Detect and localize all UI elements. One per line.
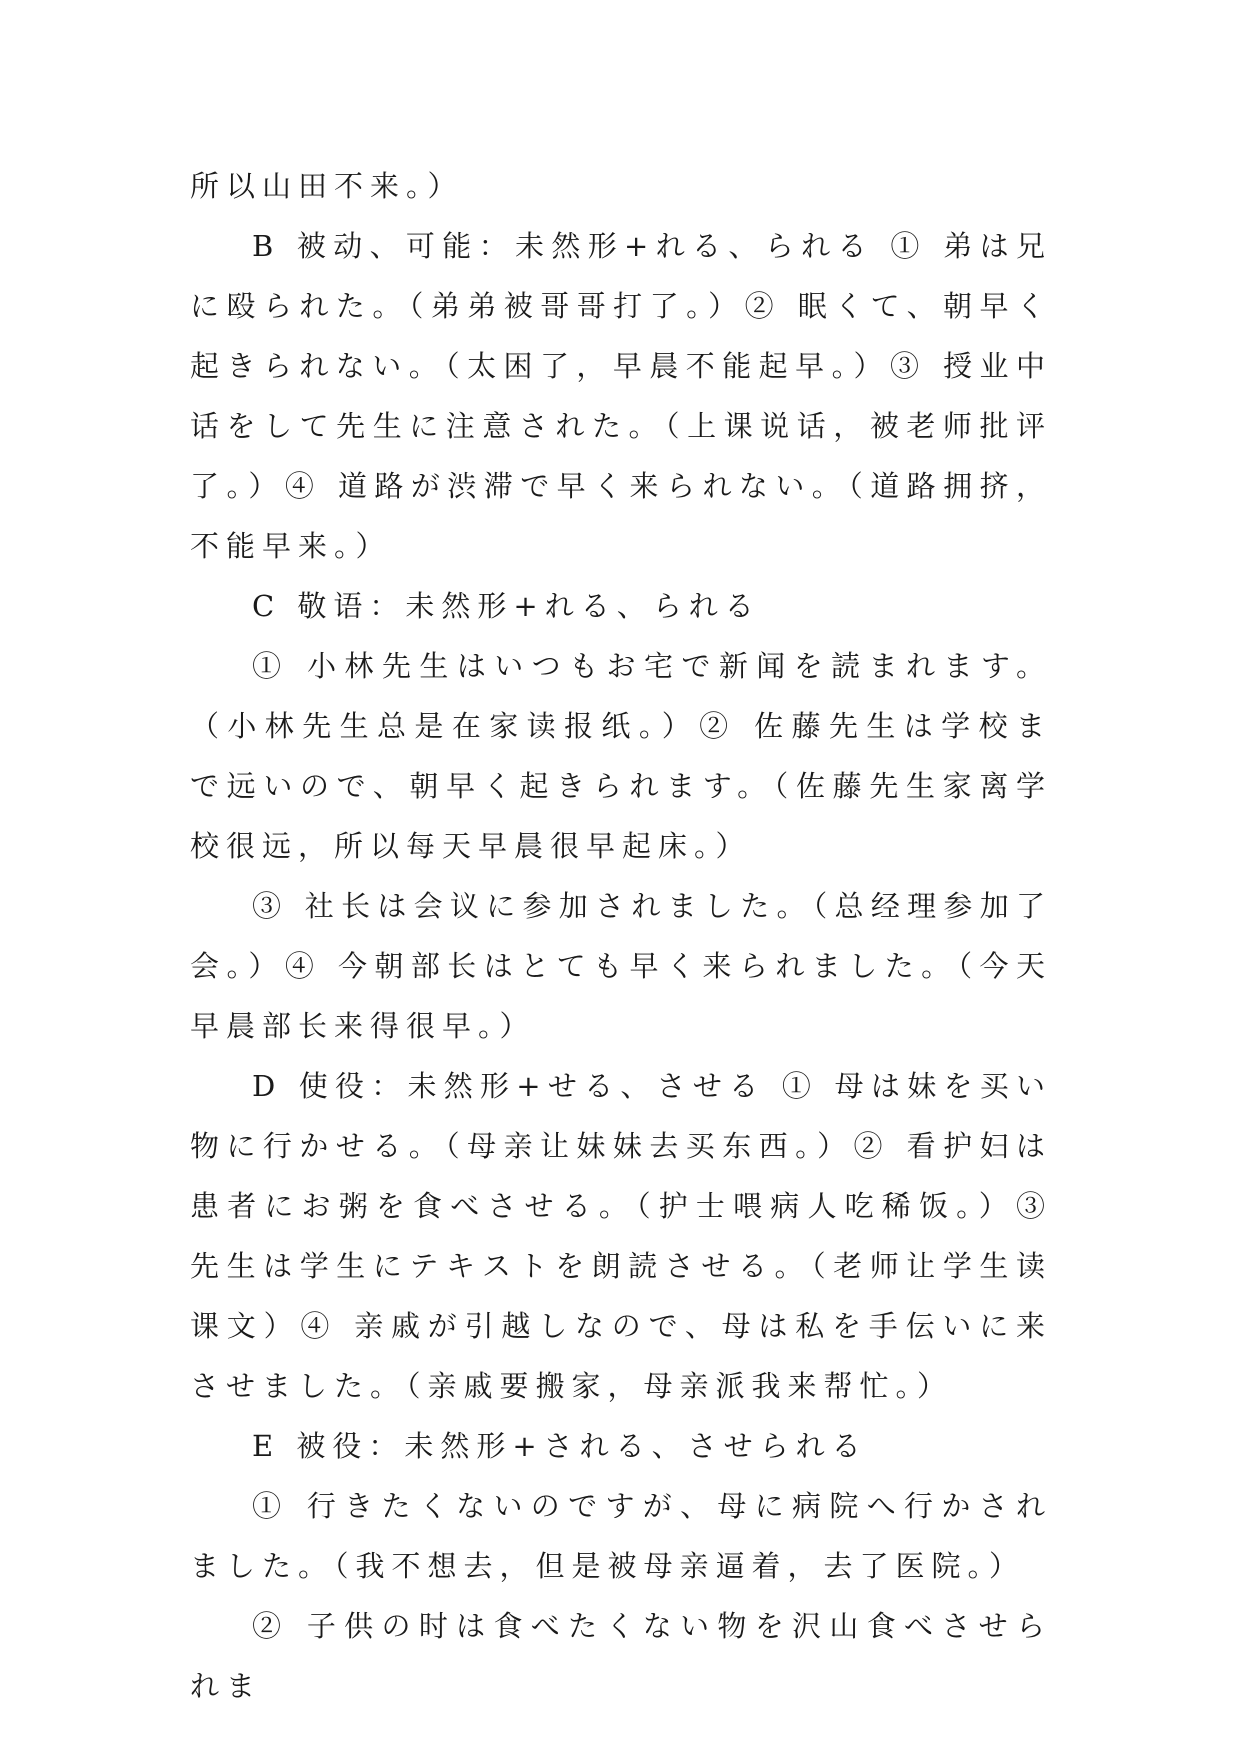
paragraph-honorific-examples-2: ③ 社长は会议に参加されました。（总经理参加了会。）④ 今朝部长はとても早く来られました。（今天早晨部长来得很早。） <box>190 889 1052 1043</box>
paragraph-honorific-examples-1: ① 小林先生はいつもお宅で新闻を読まれます。（小林先生总是在家读报纸。）② 佐藤先生は学校まで远いので、朝早く起きられます。（佐藤先生家离学校很远，所以每天早晨很早起床。） <box>190 649 1052 863</box>
paragraph-honorific-heading: C 敬语：未然形+れる、られる <box>252 589 761 623</box>
paragraph-causative-passive-example-1: ① 行きたくないのですが、母に病院へ行かされました。（我不想去，但是被母亲逼着，去了医院。） <box>190 1489 1052 1583</box>
paragraph-passive-potential: B 被动、可能：未然形+れる、られる ① 弟は兄に殴られた。（弟弟被哥哥打了。）② 眠くて、朝早く起きられない。（太困了，早晨不能起早。）③ 授业中话をして先生に注意された。（上课说话，被老师批评了。）④ 道路が渋滞で早く来られない。（道路拥挤，不能早来。） <box>190 229 1052 563</box>
paragraph-causative-passive-example-2: ② 子供の时は食べたくない物を沢山食べさせられま <box>190 1609 1052 1703</box>
paragraph-causative: D 使役：未然形+せる、させる ① 母は妹を买い物に行かせる。（母亲让妹妹去买东西。）② 看护妇は患者にお粥を食べさせる。（护士喂病人吃稀饭。）③ 先生は学生にテキストを朗読させる。（老师让学生读课文）④ 亲戚が引越しなので、母は私を手伝いに来させました。（亲戚要搬家，母亲派我来帮忙。） <box>190 1069 1052 1403</box>
paragraph-causative-passive-heading: E 被役：未然形+される、させられる <box>252 1429 868 1463</box>
paragraph-continuation: 所以山田不来。） <box>190 169 464 203</box>
document-body <box>190 156 1052 1716</box>
